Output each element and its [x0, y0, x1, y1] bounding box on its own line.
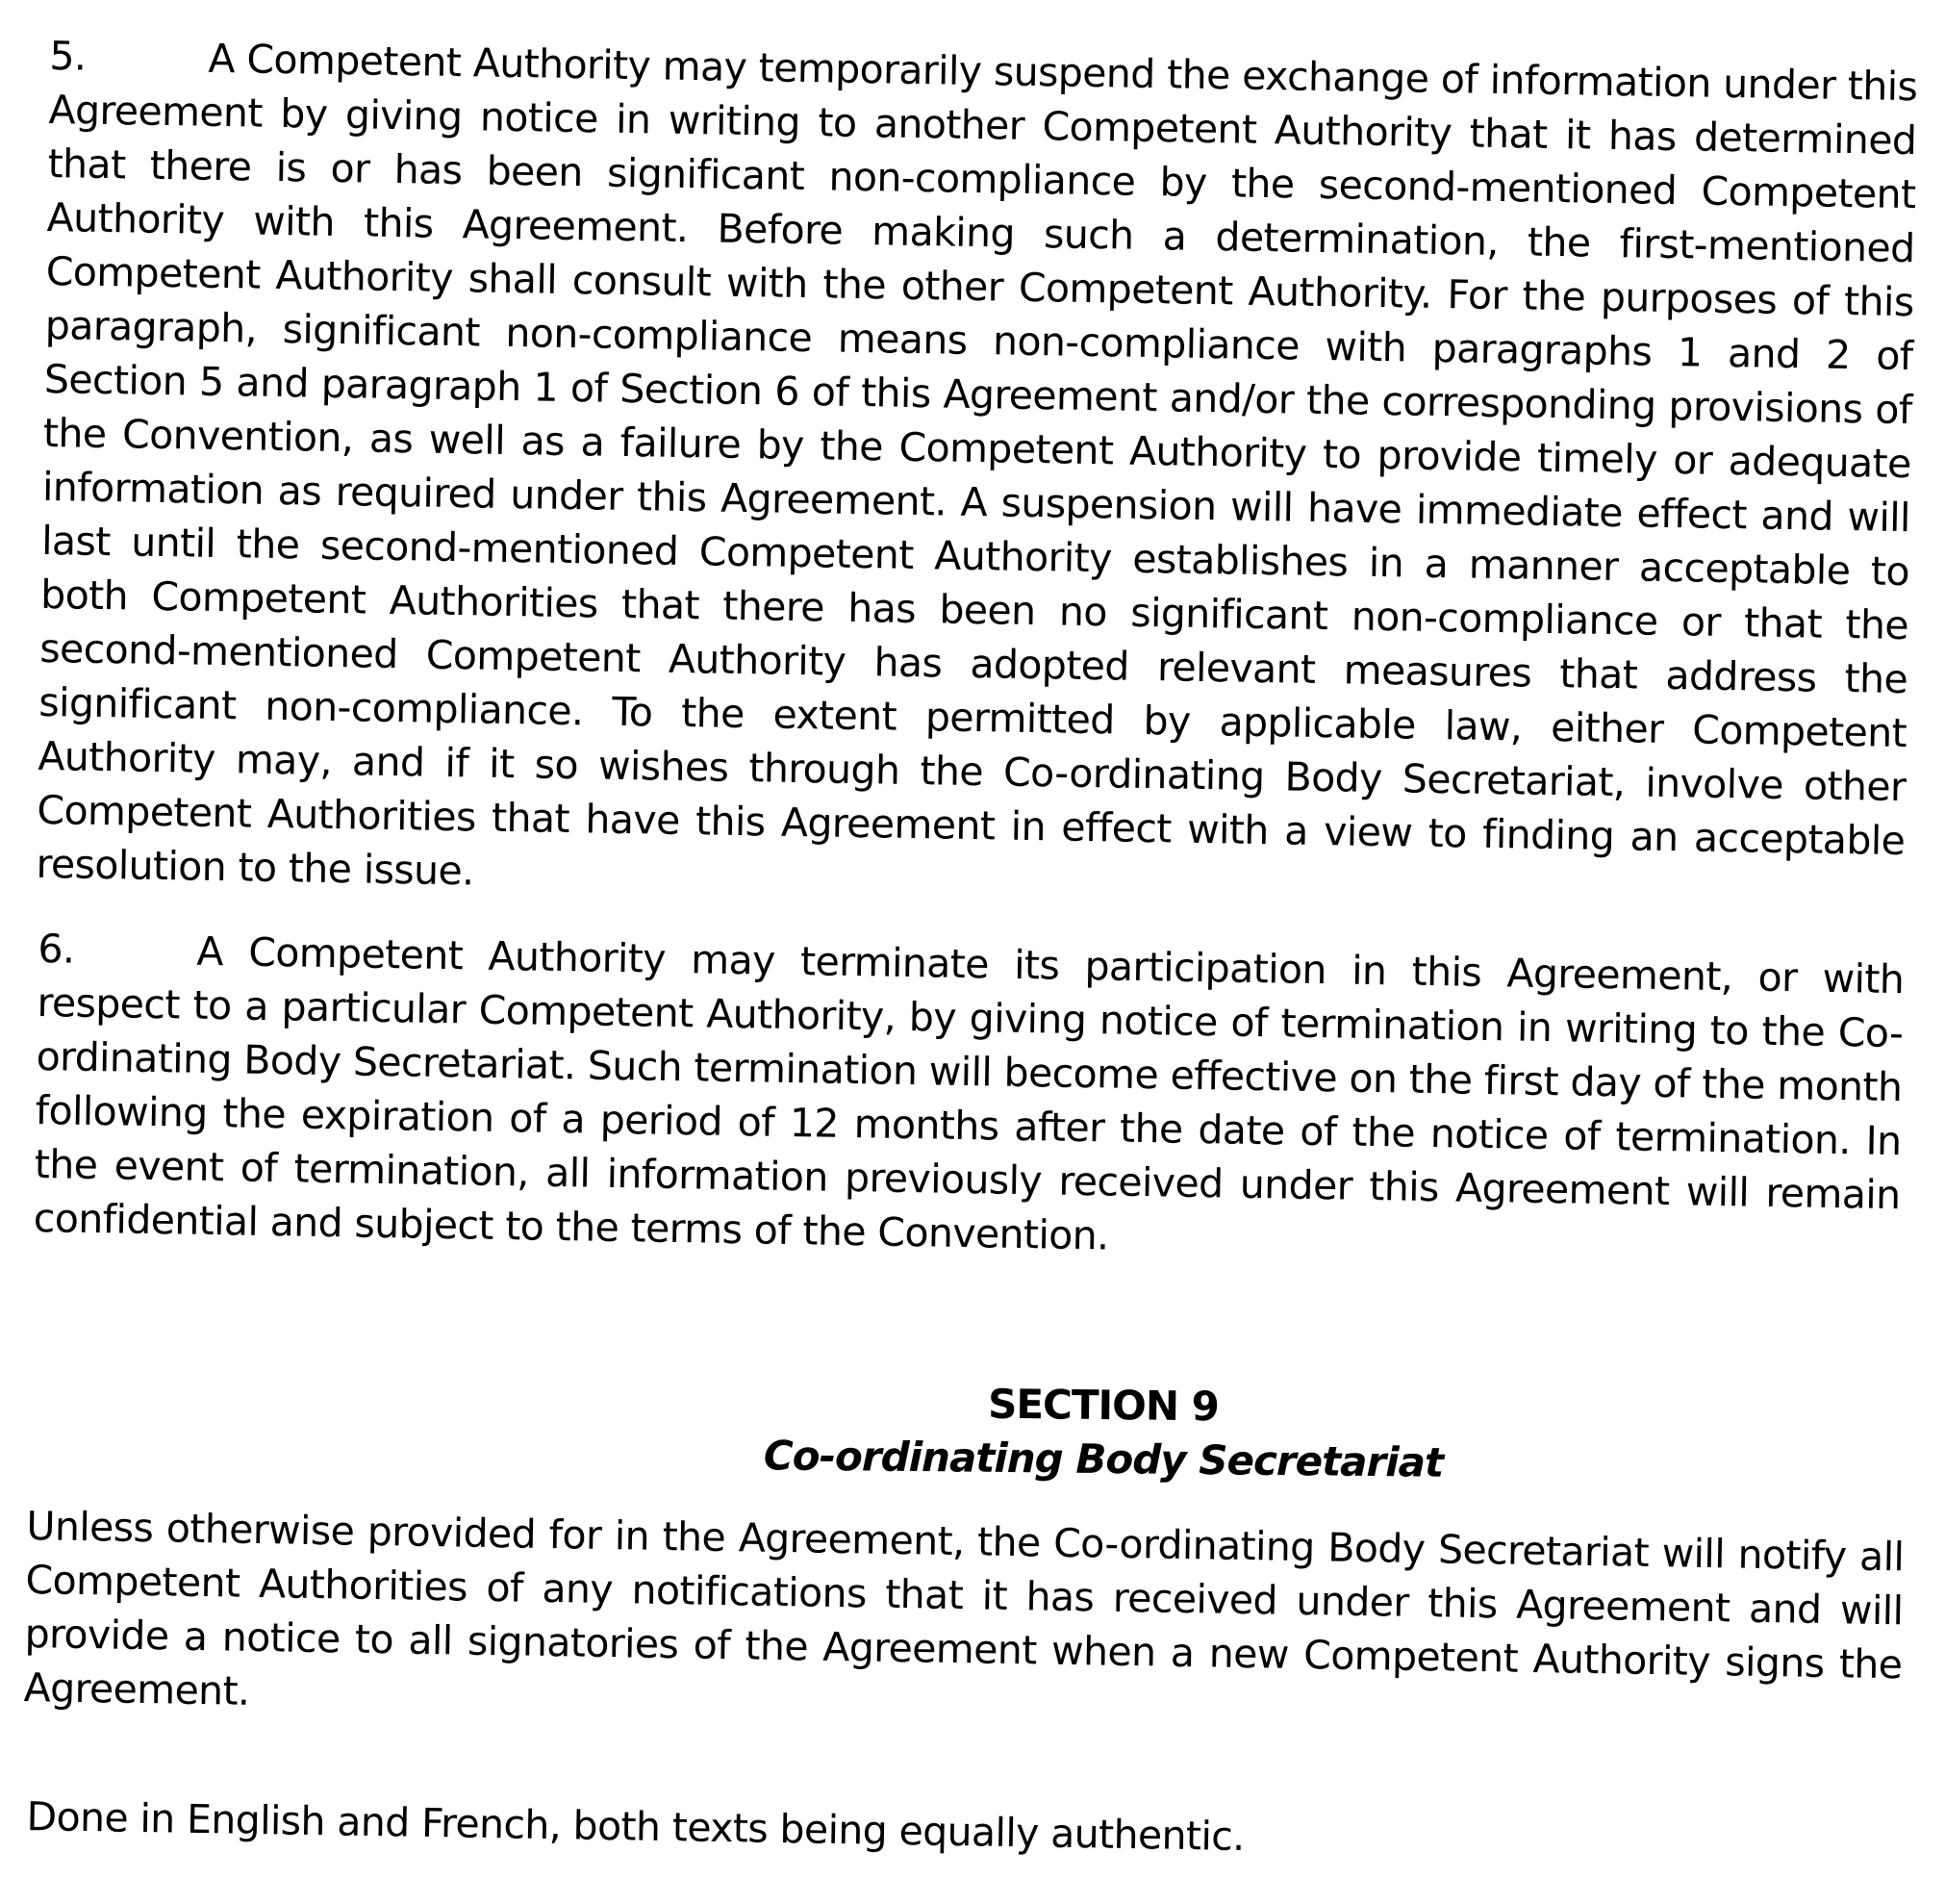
paragraph-text: A Competent Authority may temporarily suspend the exchange of information under this Agreement by giving notice in writing to another Competent Authority that it has determined that there is or has been significant non-compliance by the second-mentioned Competent Authority with this Agreement. Before making such a determination, the first-mentioned Competent Authority shall consult with the other Competent Authority. For the purposes of this paragraph, significant non-compliance means non-compliance with paragraphs 1 and 2 of Section 5 and paragraph 1 of Section 6 of this Agreement and/or the corresponding provisions of the Convention, as well as a failure by the Competent Authority to provide timely or adequate information as required under this Agreement. A suspension will have immediate effect and will last until the second-mentioned Competent Authority establishes in a manner acceptable to both Competent Authorities that there has been no significant non-compliance or that the second-mentioned Competent Authority has adopted relevant measures that address the significant non-compliance. To the extent permitted by applicable law, either Competent Authority may, and if it so wishes through the Co-ordinating Body Secretariat, involve other Competent Authorities that have this Agreement in effect with a view to finding an acceptable resolution to the issue. — [36, 35, 1918, 895]
section-9-body: Unless otherwise provided for in the Agreement, the Co-ordinating Body Secretariat will notify all Competent Authorities of any notifications that it has received under this Agreement and will provide a notice to all signatories of the Agreement when a new Competent Authority signs the Agreement. — [23, 1502, 1905, 1714]
paragraph-5 — [36, 29, 1918, 922]
paragraph-text: A Competent Authority may terminate its participation in this Agreement, or with respect to a particular Competent Authority, by giving notice of termination in writing to the Co-ordinating Body Secretariat. Such termination will become effective on the first day of the month following the expiration of a period of 12 months after the date of the notice of termination. In the event of termination, all information previously received under this Agreement will remain confidential and subject to the terms of the Convention. — [33, 927, 1905, 1259]
paragraph-6 — [33, 922, 1904, 1276]
paragraph-number: 5. — [49, 32, 87, 80]
section-subtitle: Co-ordinating Body Secretariat — [763, 1432, 1444, 1486]
paragraph-number: 6. — [38, 925, 75, 973]
section-title: SECTION 9 — [987, 1380, 1220, 1431]
closing-statement: Done in English and French, both texts being equally authentic. — [26, 1793, 1246, 1860]
